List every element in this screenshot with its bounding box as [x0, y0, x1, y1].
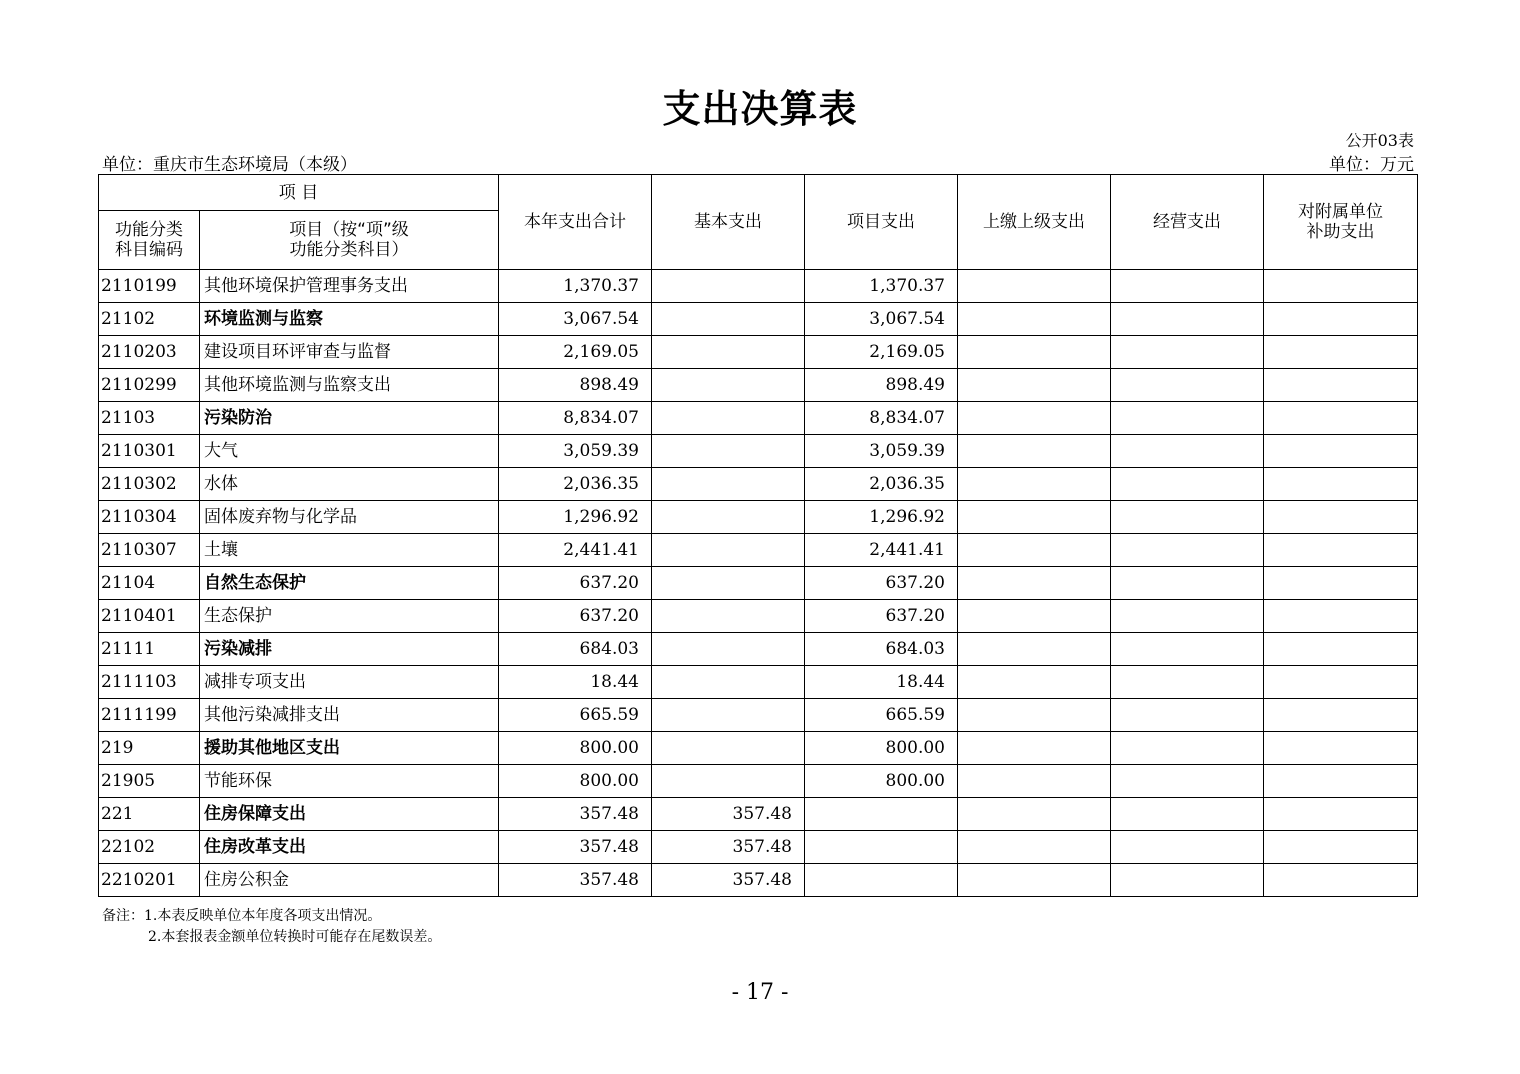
cell-name: 援助其他地区支出	[200, 732, 499, 765]
header-item-group: 项 目	[99, 175, 499, 211]
cell-code: 221	[99, 798, 200, 831]
cell-subsidy	[1264, 501, 1418, 534]
cell-project	[805, 798, 958, 831]
cell-basic	[652, 666, 805, 699]
header-name: 项目（按“项”级 功能分类科目）	[200, 211, 499, 270]
cell-total: 2,036.35	[499, 468, 652, 501]
cell-name: 自然生态保护	[200, 567, 499, 600]
cell-project: 3,067.54	[805, 303, 958, 336]
cell-basic	[652, 501, 805, 534]
cell-subsidy	[1264, 831, 1418, 864]
cell-total: 8,834.07	[499, 402, 652, 435]
cell-code: 2110199	[99, 270, 200, 303]
cell-name: 污染减排	[200, 633, 499, 666]
header-total: 本年支出合计	[499, 175, 652, 270]
cell-business	[1111, 336, 1264, 369]
cell-upper	[958, 303, 1111, 336]
cell-business	[1111, 666, 1264, 699]
cell-business	[1111, 303, 1264, 336]
cell-project: 8,834.07	[805, 402, 958, 435]
cell-upper	[958, 435, 1111, 468]
page-title: 支出决算表	[662, 87, 858, 131]
cell-name: 节能环保	[200, 765, 499, 798]
cell-upper	[958, 765, 1111, 798]
cell-business	[1111, 435, 1264, 468]
table-row	[99, 402, 1418, 435]
table-row	[99, 534, 1418, 567]
cell-project: 2,169.05	[805, 336, 958, 369]
table-row	[99, 600, 1418, 633]
cell-basic	[652, 567, 805, 600]
cell-subsidy	[1264, 798, 1418, 831]
cell-upper	[958, 864, 1111, 897]
note-line-1: 备注：1.本表反映单位本年度各项支出情况。	[102, 908, 382, 924]
cell-code: 2110302	[99, 468, 200, 501]
cell-upper	[958, 699, 1111, 732]
table-body	[99, 270, 1418, 897]
cell-total: 800.00	[499, 765, 652, 798]
cell-total: 637.20	[499, 567, 652, 600]
cell-subsidy	[1264, 402, 1418, 435]
cell-code: 219	[99, 732, 200, 765]
table-row	[99, 369, 1418, 402]
cell-business	[1111, 732, 1264, 765]
cell-project: 1,370.37	[805, 270, 958, 303]
cell-basic	[652, 303, 805, 336]
form-number: 公开03表	[1345, 131, 1414, 150]
cell-business	[1111, 534, 1264, 567]
table-row	[99, 633, 1418, 666]
cell-upper	[958, 567, 1111, 600]
cell-business	[1111, 831, 1264, 864]
cell-total: 18.44	[499, 666, 652, 699]
cell-subsidy	[1264, 600, 1418, 633]
table-row	[99, 567, 1418, 600]
table-row	[99, 435, 1418, 468]
cell-project: 2,441.41	[805, 534, 958, 567]
cell-basic	[652, 732, 805, 765]
cell-basic	[652, 699, 805, 732]
cell-upper	[958, 666, 1111, 699]
cell-project: 684.03	[805, 633, 958, 666]
cell-basic	[652, 468, 805, 501]
cell-code: 21111	[99, 633, 200, 666]
table-row	[99, 303, 1418, 336]
cell-subsidy	[1264, 303, 1418, 336]
note-line-2: 2.本套报表金额单位转换时可能存在尾数误差。	[148, 929, 442, 945]
cell-subsidy	[1264, 270, 1418, 303]
cell-upper	[958, 369, 1111, 402]
notes	[102, 906, 441, 948]
cell-total: 2,169.05	[499, 336, 652, 369]
cell-subsidy	[1264, 336, 1418, 369]
table-row	[99, 666, 1418, 699]
header-basic: 基本支出	[652, 175, 805, 270]
cell-total: 357.48	[499, 864, 652, 897]
cell-code: 2110301	[99, 435, 200, 468]
expenditure-table	[98, 174, 1418, 897]
cell-name: 其他环境保护管理事务支出	[200, 270, 499, 303]
cell-basic	[652, 435, 805, 468]
cell-subsidy	[1264, 864, 1418, 897]
cell-basic: 357.48	[652, 798, 805, 831]
cell-business	[1111, 633, 1264, 666]
cell-total: 684.03	[499, 633, 652, 666]
cell-project: 898.49	[805, 369, 958, 402]
cell-upper	[958, 468, 1111, 501]
cell-code: 22102	[99, 831, 200, 864]
cell-basic	[652, 765, 805, 798]
cell-project	[805, 831, 958, 864]
cell-total: 357.48	[499, 798, 652, 831]
header-code: 功能分类 科目编码	[99, 211, 200, 270]
cell-name: 住房保障支出	[200, 798, 499, 831]
cell-code: 21103	[99, 402, 200, 435]
cell-upper	[958, 501, 1111, 534]
cell-code: 21102	[99, 303, 200, 336]
cell-business	[1111, 501, 1264, 534]
cell-total: 800.00	[499, 732, 652, 765]
cell-upper	[958, 336, 1111, 369]
cell-code: 2110203	[99, 336, 200, 369]
table-row	[99, 468, 1418, 501]
cell-code: 2110299	[99, 369, 200, 402]
cell-business	[1111, 798, 1264, 831]
cell-total: 665.59	[499, 699, 652, 732]
cell-total: 3,059.39	[499, 435, 652, 468]
cell-upper	[958, 534, 1111, 567]
table-row	[99, 798, 1418, 831]
cell-basic: 357.48	[652, 831, 805, 864]
cell-upper	[958, 831, 1111, 864]
cell-basic	[652, 534, 805, 567]
cell-basic	[652, 270, 805, 303]
header-upper: 上缴上级支出	[958, 175, 1111, 270]
cell-total: 898.49	[499, 369, 652, 402]
cell-total: 357.48	[499, 831, 652, 864]
cell-subsidy	[1264, 369, 1418, 402]
cell-project: 800.00	[805, 732, 958, 765]
cell-business	[1111, 369, 1264, 402]
cell-subsidy	[1264, 468, 1418, 501]
table-row	[99, 699, 1418, 732]
table-row	[99, 765, 1418, 798]
cell-total: 637.20	[499, 600, 652, 633]
cell-total: 2,441.41	[499, 534, 652, 567]
cell-subsidy	[1264, 765, 1418, 798]
cell-subsidy	[1264, 699, 1418, 732]
cell-subsidy	[1264, 534, 1418, 567]
cell-name: 水体	[200, 468, 499, 501]
cell-project: 637.20	[805, 567, 958, 600]
cell-code: 2110307	[99, 534, 200, 567]
cell-project	[805, 864, 958, 897]
cell-name: 减排专项支出	[200, 666, 499, 699]
cell-upper	[958, 600, 1111, 633]
cell-code: 2111199	[99, 699, 200, 732]
cell-name: 其他环境监测与监察支出	[200, 369, 499, 402]
cell-subsidy	[1264, 732, 1418, 765]
table-row	[99, 732, 1418, 765]
cell-upper	[958, 270, 1111, 303]
header-project: 项目支出	[805, 175, 958, 270]
table-row	[99, 336, 1418, 369]
cell-total: 1,370.37	[499, 270, 652, 303]
cell-business	[1111, 567, 1264, 600]
cell-code: 21905	[99, 765, 200, 798]
cell-name: 住房公积金	[200, 864, 499, 897]
table-row	[99, 501, 1418, 534]
cell-name: 住房改革支出	[200, 831, 499, 864]
cell-code: 2111103	[99, 666, 200, 699]
cell-name: 环境监测与监察	[200, 303, 499, 336]
cell-project: 18.44	[805, 666, 958, 699]
cell-business	[1111, 864, 1264, 897]
cell-code: 2210201	[99, 864, 200, 897]
cell-business	[1111, 468, 1264, 501]
cell-subsidy	[1264, 567, 1418, 600]
cell-project: 3,059.39	[805, 435, 958, 468]
cell-project: 2,036.35	[805, 468, 958, 501]
table-row	[99, 864, 1418, 897]
cell-upper	[958, 402, 1111, 435]
cell-name: 建设项目环评审查与监督	[200, 336, 499, 369]
cell-total: 1,296.92	[499, 501, 652, 534]
cell-code: 2110304	[99, 501, 200, 534]
table-row	[99, 831, 1418, 864]
cell-code: 2110401	[99, 600, 200, 633]
cell-upper	[958, 732, 1111, 765]
cell-subsidy	[1264, 435, 1418, 468]
header-subsidy: 对附属单位 补助支出	[1264, 175, 1418, 270]
cell-project: 665.59	[805, 699, 958, 732]
cell-name: 固体废弃物与化学品	[200, 501, 499, 534]
cell-basic	[652, 336, 805, 369]
cell-name: 大气	[200, 435, 499, 468]
cell-name: 土壤	[200, 534, 499, 567]
cell-business	[1111, 402, 1264, 435]
cell-upper	[958, 633, 1111, 666]
cell-business	[1111, 699, 1264, 732]
cell-basic	[652, 633, 805, 666]
cell-basic	[652, 402, 805, 435]
cell-business	[1111, 270, 1264, 303]
header-business: 经营支出	[1111, 175, 1264, 270]
cell-basic: 357.48	[652, 864, 805, 897]
table-row	[99, 270, 1418, 303]
cell-project: 1,296.92	[805, 501, 958, 534]
cell-upper	[958, 798, 1111, 831]
page-number: - 17 -	[731, 980, 789, 1005]
cell-basic	[652, 369, 805, 402]
cell-project: 637.20	[805, 600, 958, 633]
cell-name: 其他污染减排支出	[200, 699, 499, 732]
cell-code: 21104	[99, 567, 200, 600]
cell-business	[1111, 600, 1264, 633]
cell-total: 3,067.54	[499, 303, 652, 336]
cell-name: 生态保护	[200, 600, 499, 633]
reporting-unit: 单位：重庆市生态环境局（本级）	[102, 155, 357, 175]
cell-basic	[652, 600, 805, 633]
cell-name: 污染防治	[200, 402, 499, 435]
cell-project: 800.00	[805, 765, 958, 798]
cell-subsidy	[1264, 666, 1418, 699]
cell-business	[1111, 765, 1264, 798]
currency-unit: 单位：万元	[1329, 155, 1414, 175]
cell-subsidy	[1264, 633, 1418, 666]
